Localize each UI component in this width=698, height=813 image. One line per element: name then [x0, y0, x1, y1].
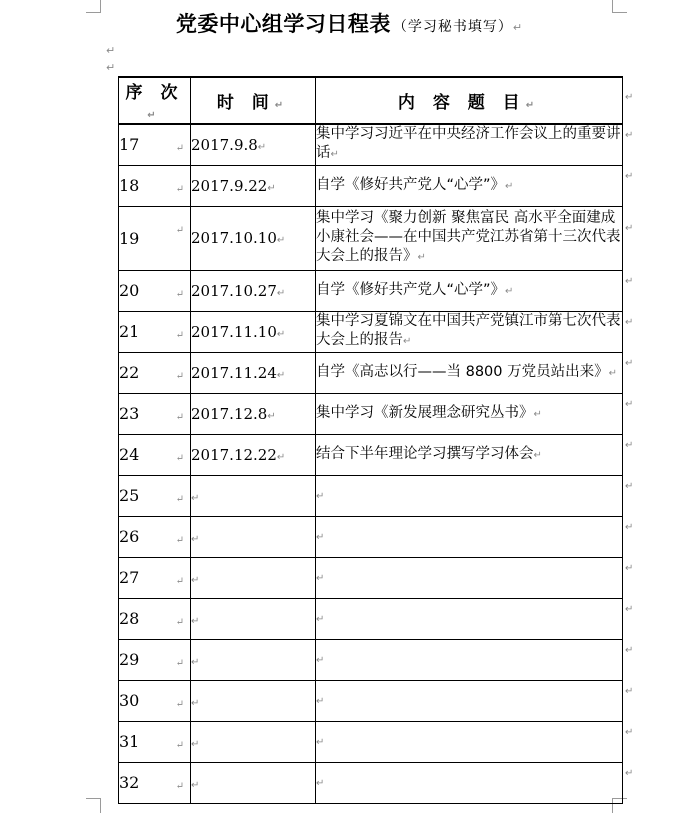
cell-date: ↵	[191, 762, 316, 803]
table-row	[119, 434, 623, 475]
header-time: 时 间↵	[191, 77, 316, 124]
document-title	[0, 8, 698, 38]
cell-content-topic: ↵	[316, 557, 623, 598]
cell-date: 2017.9.8↵	[191, 124, 316, 165]
cell-sequence-number: 28 ↵	[119, 598, 191, 639]
table-row	[119, 352, 623, 393]
row-end-mark: ↵	[625, 170, 634, 182]
row-end-mark: ↵	[625, 726, 634, 738]
cell-content-topic: 结合下半年理论学习撰写学习体会↵	[316, 434, 623, 475]
empty-paragraph-mark: ↵	[106, 44, 116, 57]
cell-date: ↵	[191, 475, 316, 516]
table-row	[119, 124, 623, 165]
cell-date: 2017.12.22↵	[191, 434, 316, 475]
row-end-mark: ↵	[625, 92, 634, 103]
table-row	[119, 475, 623, 516]
cell-date: 2017.10.10↵	[191, 206, 316, 270]
title-subtitle: （学习秘书填写）	[392, 19, 513, 35]
header-content-topic: 内 容 题 目↵	[316, 77, 623, 124]
cell-content-topic: 集中学习《新发展理念研究丛书》↵	[316, 393, 623, 434]
cell-content-topic: ↵	[316, 721, 623, 762]
cell-content-topic: 自学《修好共产党人“心学”》↵	[316, 165, 623, 206]
row-end-mark: ↵	[625, 275, 634, 287]
table-row	[119, 721, 623, 762]
row-end-mark: ↵	[625, 562, 634, 574]
page-corner-bottom-left	[86, 798, 101, 813]
cell-date: ↵	[191, 557, 316, 598]
cell-content-topic: 集中学习夏锦文在中国共产党镇江市第七次代表大会上的报告↵	[316, 311, 623, 352]
cell-date: ↵	[191, 680, 316, 721]
cell-sequence-number: 27 ↵	[119, 557, 191, 598]
cell-sequence-number: 17 ↵	[119, 124, 191, 165]
table-row	[119, 165, 623, 206]
row-end-mark: ↵	[625, 521, 634, 533]
cell-sequence-number: 20 ↵	[119, 270, 191, 311]
cell-date: 2017.11.24↵	[191, 352, 316, 393]
cell-date: ↵	[191, 516, 316, 557]
title-main: 党委中心组学习日程表	[175, 12, 391, 36]
cell-date: 2017.11.10↵	[191, 311, 316, 352]
cell-sequence-number: 25 ↵	[119, 475, 191, 516]
row-end-mark: ↵	[625, 685, 634, 697]
row-end-mark: ↵	[625, 129, 634, 141]
cell-date: ↵	[191, 721, 316, 762]
table-row	[119, 270, 623, 311]
cell-date: ↵	[191, 639, 316, 680]
table-row	[119, 680, 623, 721]
cell-content-topic: ↵	[316, 680, 623, 721]
cell-sequence-number: 30 ↵	[119, 680, 191, 721]
paragraph-mark: ↵	[512, 21, 523, 34]
row-end-mark: ↵	[625, 439, 634, 451]
row-end-mark: ↵	[625, 223, 634, 234]
cell-sequence-number: 29 ↵	[119, 639, 191, 680]
cell-sequence-number: 26 ↵	[119, 516, 191, 557]
table-row	[119, 516, 623, 557]
cell-content-topic: ↵	[316, 475, 623, 516]
table-row	[119, 557, 623, 598]
row-end-mark: ↵	[625, 603, 634, 615]
row-end-mark: ↵	[625, 316, 634, 328]
cell-date: ↵	[191, 598, 316, 639]
cell-sequence-number: 21 ↵	[119, 311, 191, 352]
cell-content-topic: 自学《高志以行——当 8800 万党员站出来》↵	[316, 352, 623, 393]
row-end-mark: ↵	[625, 767, 634, 779]
cell-date: 2017.9.22↵	[191, 165, 316, 206]
table-row	[119, 762, 623, 803]
cell-sequence-number: 31 ↵	[119, 721, 191, 762]
cell-sequence-number: 32 ↵	[119, 762, 191, 803]
row-end-mark: ↵	[625, 644, 634, 656]
schedule-table	[118, 76, 623, 804]
cell-sequence-number: 24 ↵	[119, 434, 191, 475]
cell-content-topic: 集中学习习近平在中央经济工作会议上的重要讲话↵	[316, 124, 623, 165]
cell-sequence-number: 23 ↵	[119, 393, 191, 434]
cell-content-topic: 集中学习《聚力创新 聚焦富民 高水平全面建成小康社会——在中国共产党江苏省第十三次代表大会上的报告》↵	[316, 206, 623, 270]
cell-sequence-number: 22 ↵	[119, 352, 191, 393]
cell-content-topic: ↵	[316, 598, 623, 639]
table-header-row	[119, 77, 623, 124]
table-row	[119, 206, 623, 270]
table-row	[119, 311, 623, 352]
cell-content-topic: 自学《修好共产党人“心学”》↵	[316, 270, 623, 311]
row-end-mark: ↵	[625, 480, 634, 492]
empty-paragraph-mark: ↵	[106, 61, 116, 74]
row-end-mark: ↵	[625, 357, 634, 369]
table-row	[119, 639, 623, 680]
cell-content-topic: ↵	[316, 762, 623, 803]
row-end-mark: ↵	[625, 398, 634, 410]
cell-sequence-number: 19 ↵	[119, 206, 191, 270]
cell-content-topic: ↵	[316, 639, 623, 680]
cell-date: 2017.12.8↵	[191, 393, 316, 434]
cell-content-topic: ↵	[316, 516, 623, 557]
table-row	[119, 393, 623, 434]
cell-date: 2017.10.27↵	[191, 270, 316, 311]
table-row	[119, 598, 623, 639]
cell-sequence-number: 18 ↵	[119, 165, 191, 206]
header-sequence: 序 次↵	[119, 77, 191, 124]
